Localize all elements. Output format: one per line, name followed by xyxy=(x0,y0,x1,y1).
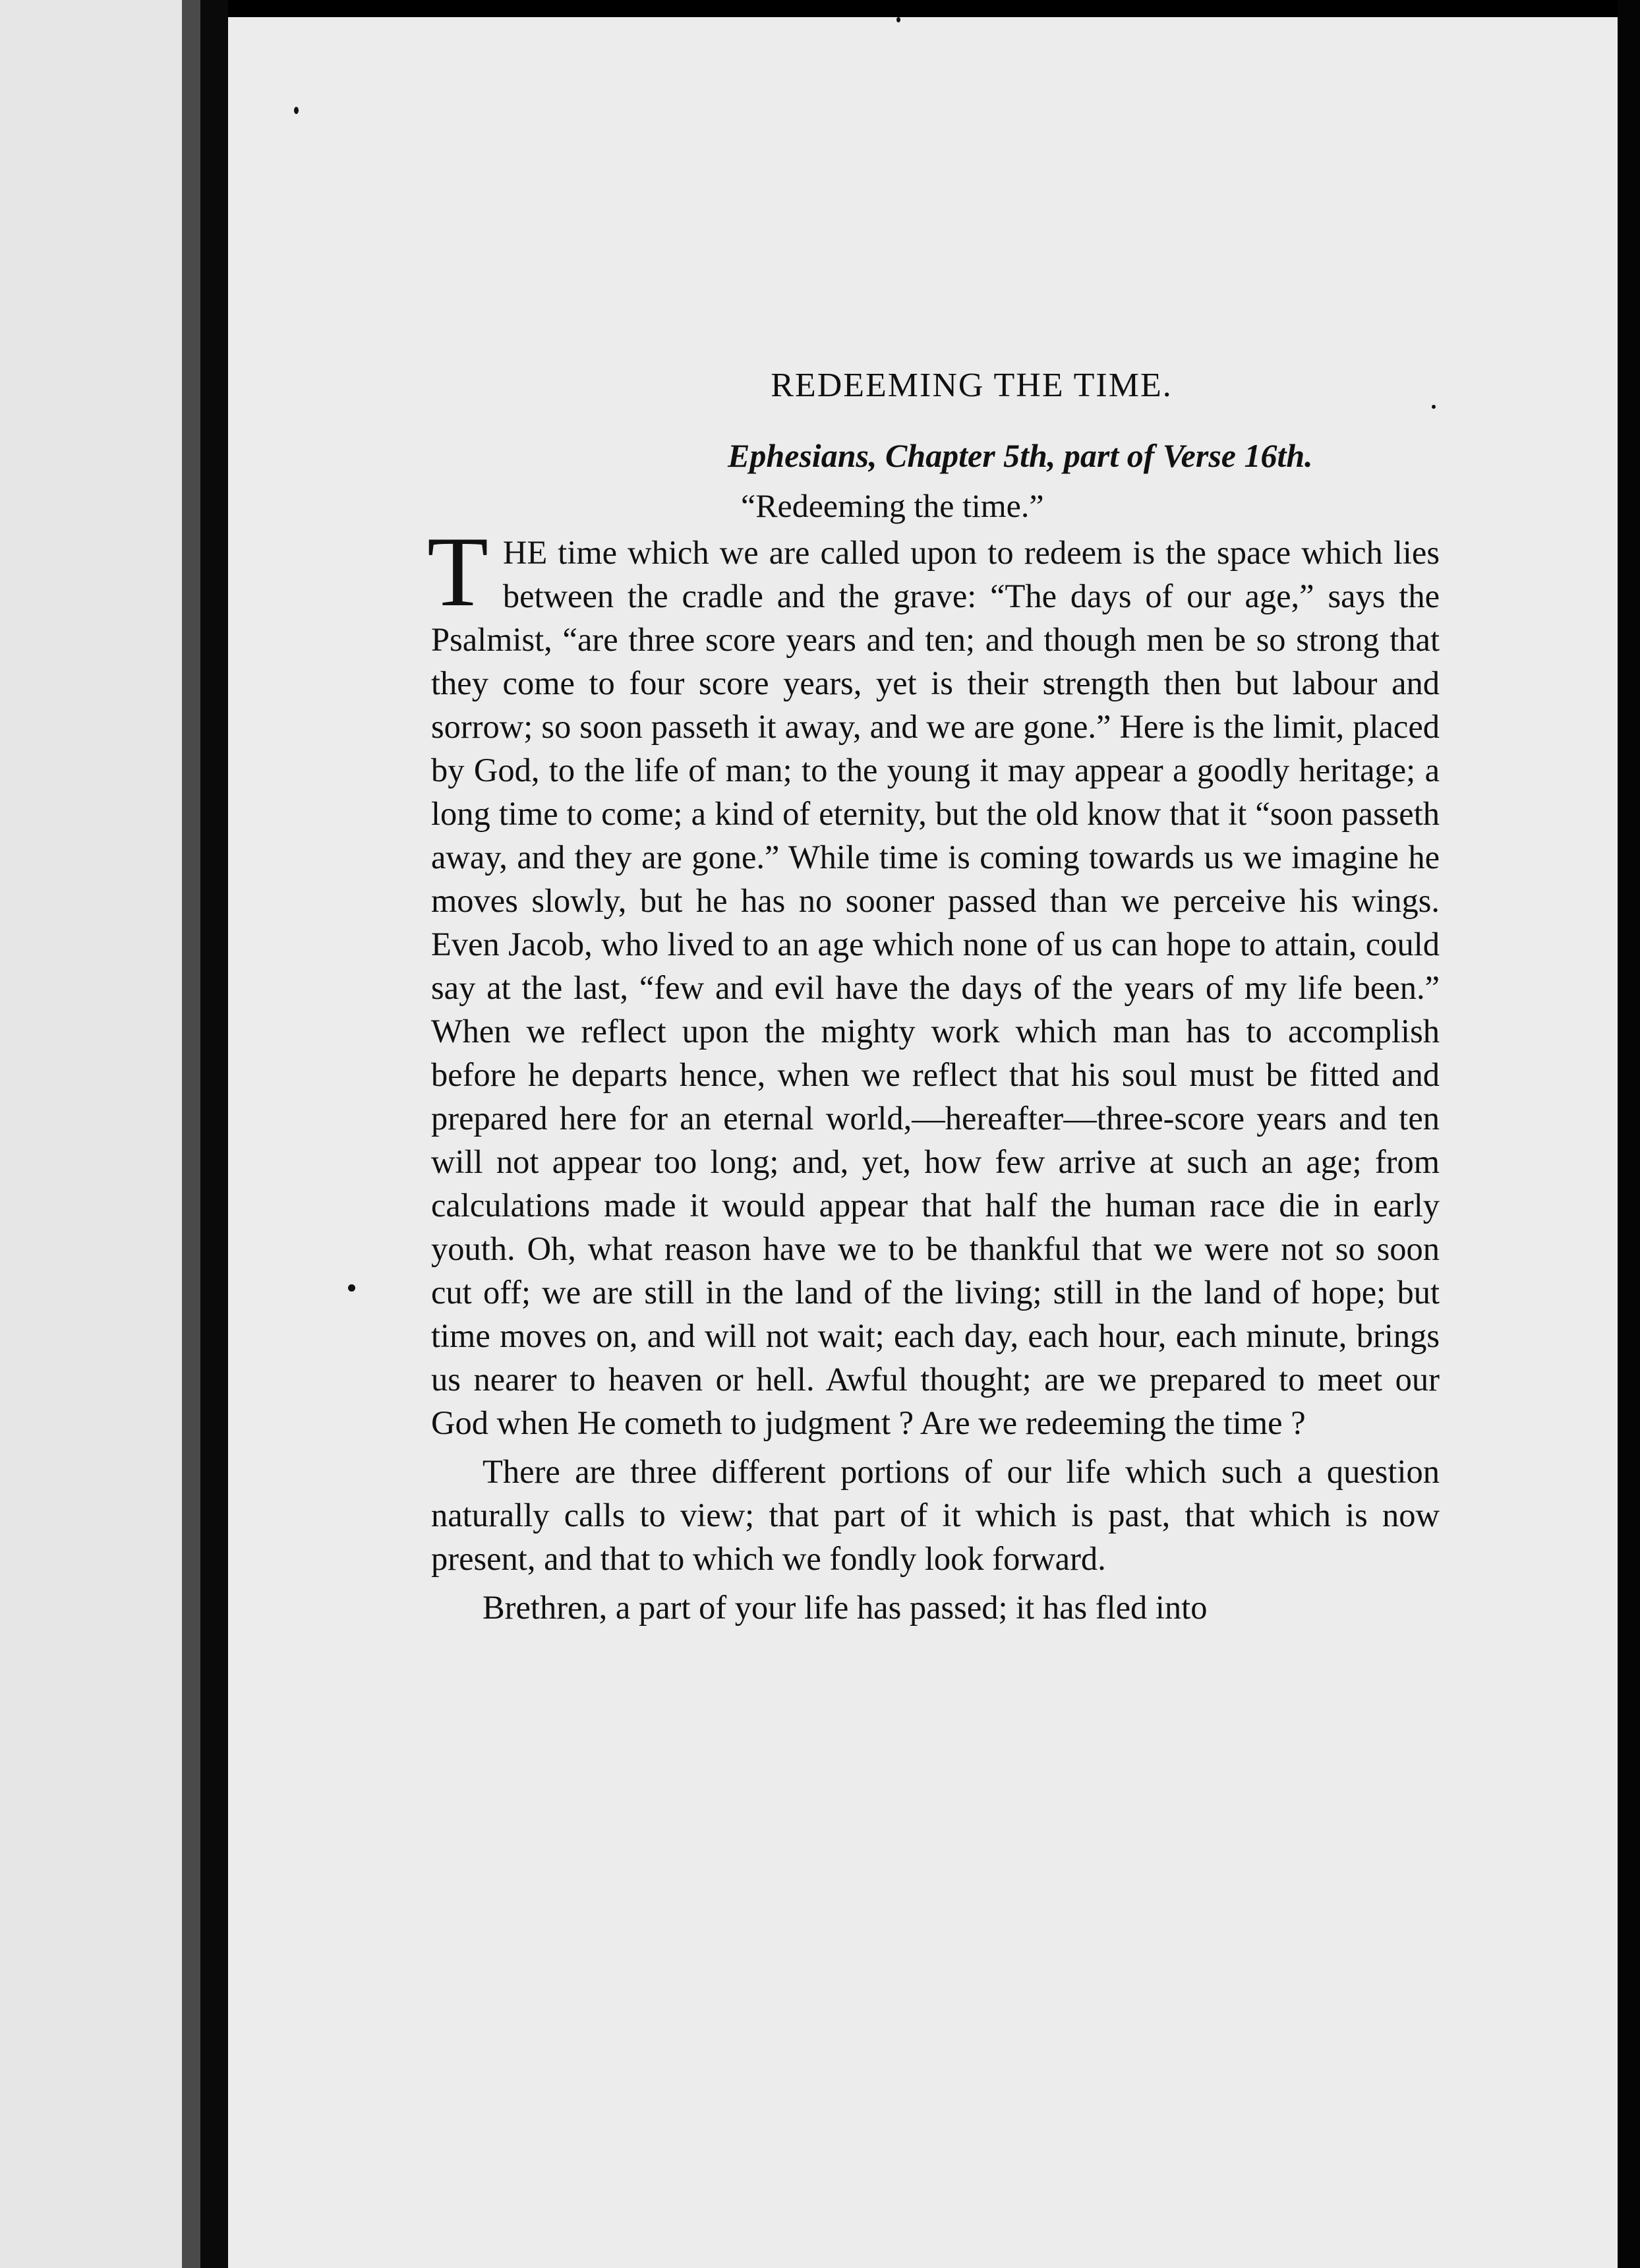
page-right-border xyxy=(1618,0,1640,2268)
scripture-citation: Ephesians, Chapter 5th, part of Verse 16th. xyxy=(728,437,1313,474)
body-paragraph: Brethren, a part of your life has passed; it has fled into xyxy=(483,1589,1208,1626)
ink-speck xyxy=(294,107,299,114)
drop-cap: T xyxy=(427,516,488,627)
page-text xyxy=(427,359,1440,1629)
sermon-title: REDEEMING THE TIME. xyxy=(771,367,1173,404)
ink-speck xyxy=(896,17,900,22)
book-gutter-shadow xyxy=(200,0,228,2268)
paragraph-text: HE time which we are called upon to redeem is the space which lies between the cradle and the grave: “The days of our age,” says the Psalmist, “are three score years and ten; and though men be so strong that they come to four score years, yet is their strength then but labour and sorrow; so soon passeth it away, and we are gone.” Here is the limit, placed by God, to the life of man; to the young it may appear a goodly heritage; a long time to come; a kind of eternity, but the old know that it “soon passeth away, and they are gone.” While time is coming towards us we imagine he moves slowly, but he has no sooner passed than we perceive his wings. Even Jacob, who lived to an age which none of us can hope to attain, could say at the last, “few and evil have the days of the years of my life been.” When we reflect upon the mighty work which man has to accomplish before he departs hence, when we reflect that his soul must be fitted and prepared here for an eternal world,—hereafter—three-score years and ten will not appear too long; and, yet, how few arrive at such an age; from calculations made it would appear that half the human race die in early youth. Oh, what reason have we to be thankful that we were not so soon cut off; we are still in the land of the living; still in the land of hope; but time moves on, and will not wait; each day, each hour, each minute, brings us nearer to heaven or hell. Awful thought; are we prepared to meet our God when He cometh to judgment ? Are we redeeming the time ? xyxy=(431,534,1440,1441)
scripture-quote: “Redeeming the time.” xyxy=(741,487,1044,524)
ink-speck xyxy=(348,1284,355,1292)
body-paragraph xyxy=(427,516,1440,1445)
book-gutter xyxy=(182,0,200,2268)
facing-page-edge xyxy=(0,0,182,2268)
body-paragraph: There are three different portions of our life which such a question naturally calls to view; that part of it which is past, that which is now present, and that to which we fondly look forward. xyxy=(431,1453,1440,1577)
